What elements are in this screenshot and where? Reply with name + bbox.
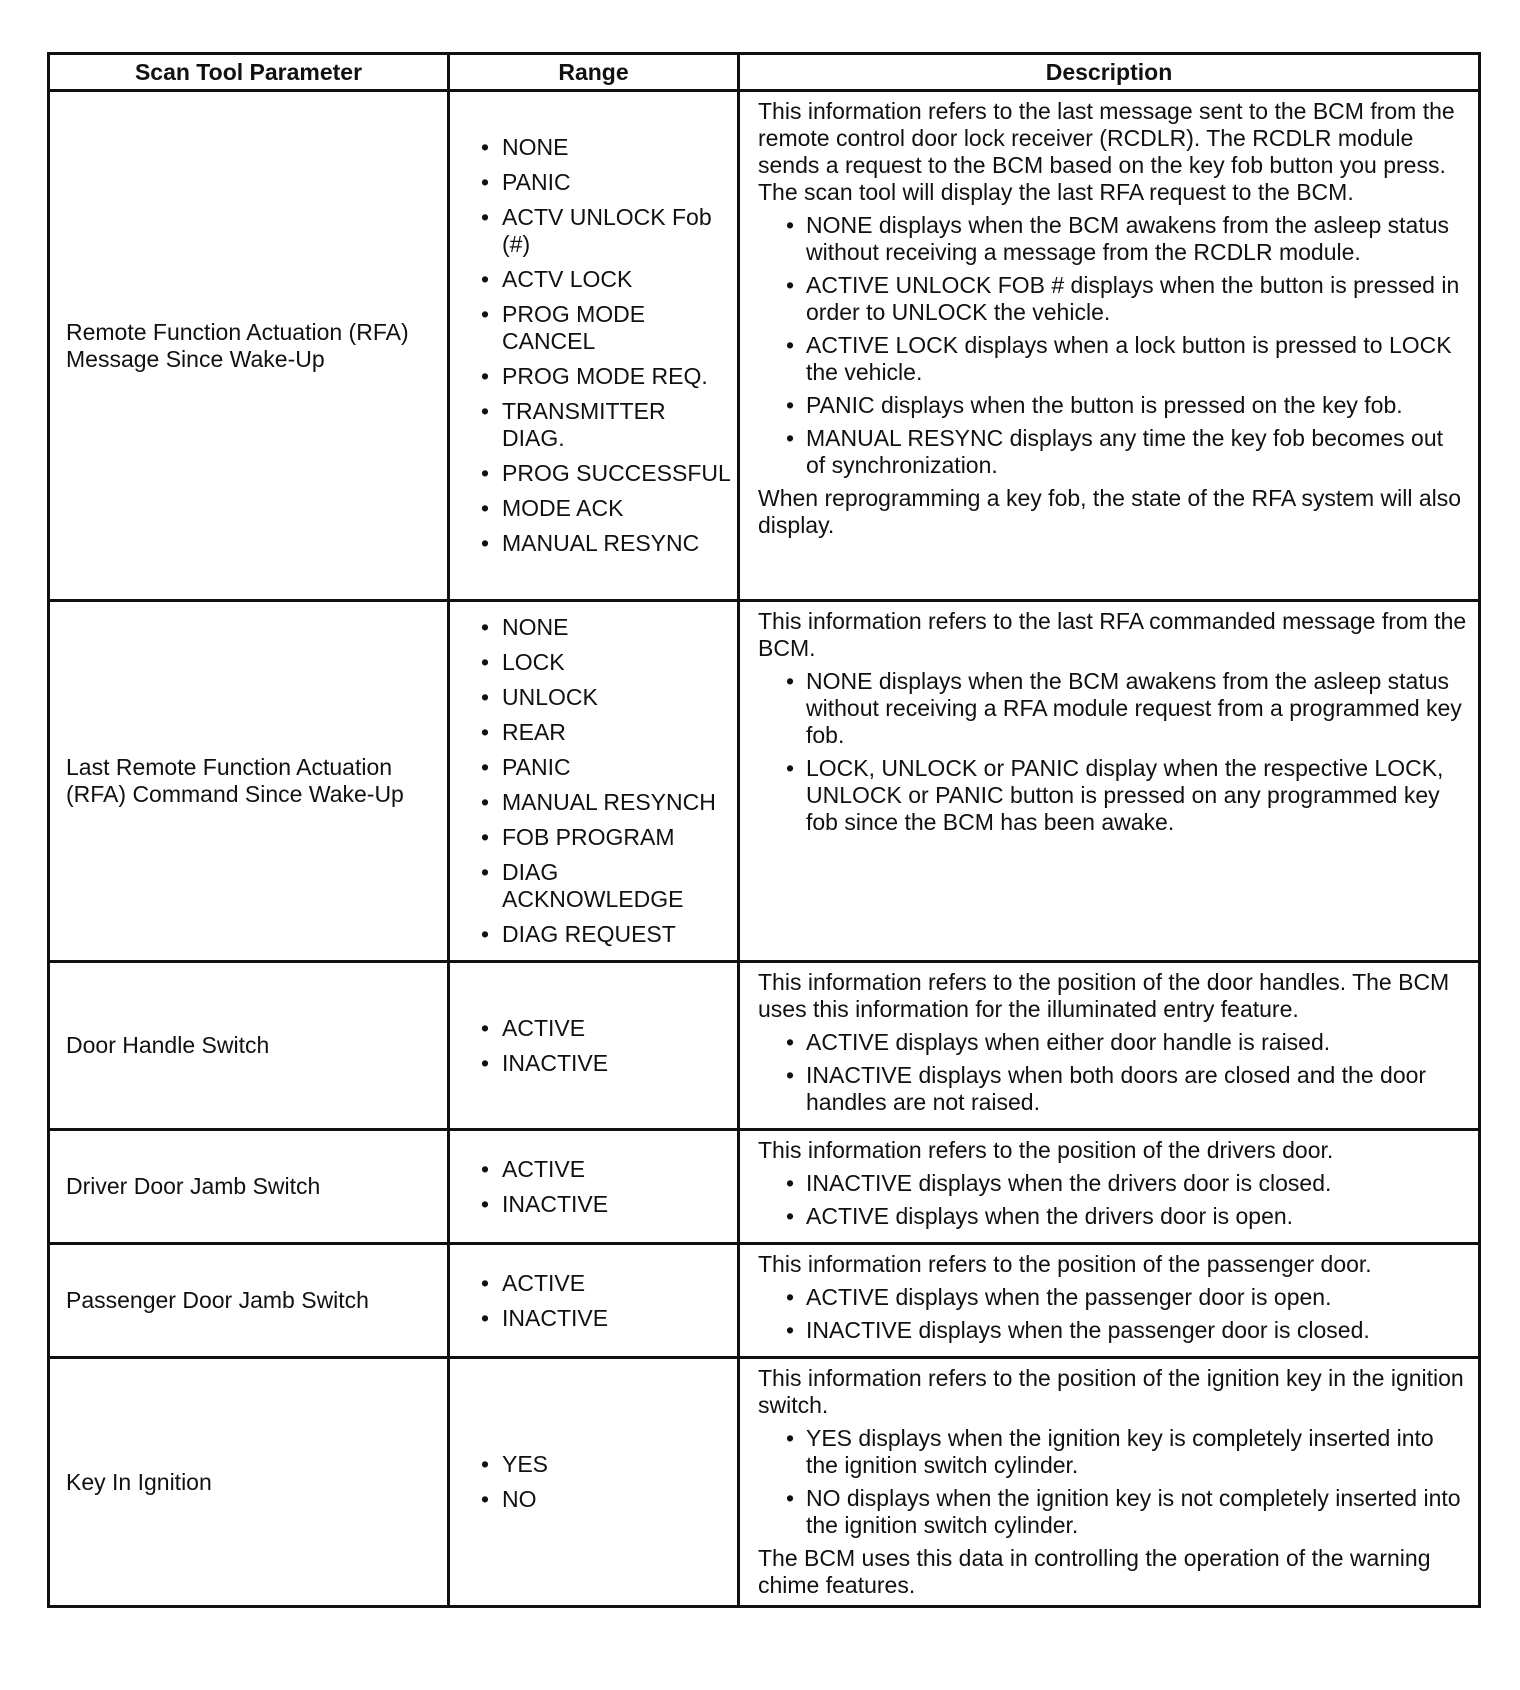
range-item: • PANIC — [474, 754, 733, 781]
description-bullets — [786, 212, 1468, 479]
description-bullets — [786, 1425, 1468, 1539]
range-list — [474, 134, 733, 557]
range-item: • PROG MODE CANCEL — [474, 301, 733, 355]
range-item: • INACTIVE — [474, 1191, 733, 1218]
range-item: • TRANSMITTER DIAG. — [474, 398, 733, 452]
description-bullet: • ACTIVE displays when either door handle is raised. — [786, 1029, 1468, 1056]
range-item: • MANUAL RESYNCH — [474, 789, 733, 816]
description-note: When reprogramming a key fob, the state of the RFA system will also display. — [758, 485, 1462, 538]
range-cell — [449, 962, 739, 1130]
header-range: Range — [449, 54, 739, 91]
description-bullets — [786, 668, 1468, 836]
description-intro: This information refers to the position of the drivers door. — [758, 1137, 1334, 1163]
description-bullet: • LOCK, UNLOCK or PANIC display when the respective LOCK, UNLOCK or PANIC button is pressed on any programmed key fob since the BCM has been awake. — [786, 755, 1468, 836]
range-list — [474, 1270, 733, 1332]
description-bullets — [786, 1284, 1468, 1344]
description-cell — [739, 1244, 1480, 1358]
range-item: • DIAG ACKNOWLEDGE — [474, 859, 733, 913]
range-list — [474, 1156, 733, 1218]
description-bullet: • NO displays when the ignition key is not completely inserted into the ignition switch cylinder. — [786, 1485, 1468, 1539]
range-cell — [449, 91, 739, 601]
range-item: • NO — [474, 1486, 733, 1513]
range-list — [474, 1451, 733, 1513]
description-cell — [739, 1358, 1480, 1607]
range-item: • FOB PROGRAM — [474, 824, 733, 851]
range-item: • PANIC — [474, 169, 733, 196]
range-item: • ACTIVE — [474, 1015, 733, 1042]
range-item: • YES — [474, 1451, 733, 1478]
table-row — [49, 1244, 1480, 1358]
description-cell — [739, 962, 1480, 1130]
description-bullet: • ACTIVE displays when the passenger door is open. — [786, 1284, 1468, 1311]
table-row — [49, 1358, 1480, 1607]
description-note: The BCM uses this data in controlling the operation of the warning chime features. — [758, 1545, 1431, 1598]
range-item: • DIAG REQUEST — [474, 921, 733, 948]
parameter-cell: Door Handle Switch — [49, 962, 449, 1130]
range-cell — [449, 1358, 739, 1607]
range-item: • REAR — [474, 719, 733, 746]
description-intro: This information refers to the position of the passenger door. — [758, 1251, 1372, 1277]
table-body — [49, 91, 1480, 1607]
description-intro: This information refers to the last RFA commanded message from the BCM. — [758, 608, 1467, 661]
description-bullet: • NONE displays when the BCM awakens from the asleep status without receiving a message from the RCDLR module. — [786, 212, 1468, 266]
range-item: • ACTV UNLOCK Fob (#) — [474, 204, 733, 258]
scan-tool-parameter-table — [47, 52, 1481, 1608]
parameter-cell: Key In Ignition — [49, 1358, 449, 1607]
description-bullet: • INACTIVE displays when the drivers door is closed. — [786, 1170, 1468, 1197]
description-intro: This information refers to the position of the door handles. The BCM uses this information for the illuminated entry feature. — [758, 969, 1450, 1022]
description-bullet: • PANIC displays when the button is pressed on the key fob. — [786, 392, 1468, 419]
parameter-cell: Passenger Door Jamb Switch — [49, 1244, 449, 1358]
range-item: • NONE — [474, 134, 733, 161]
parameter-cell: Remote Function Actuation (RFA) Message Since Wake-Up — [49, 91, 449, 601]
table-row — [49, 601, 1480, 962]
description-cell — [739, 601, 1480, 962]
range-list — [474, 1015, 733, 1077]
range-item: • MODE ACK — [474, 495, 733, 522]
document-page — [47, 52, 1478, 1608]
range-item: • NONE — [474, 614, 733, 641]
range-item: • ACTIVE — [474, 1270, 733, 1297]
description-intro: This information refers to the position of the ignition key in the ignition switch. — [758, 1365, 1464, 1418]
range-item: • INACTIVE — [474, 1050, 733, 1077]
range-item: • PROG SUCCESSFUL — [474, 460, 733, 487]
description-cell — [739, 91, 1480, 601]
header-scan-tool-parameter: Scan Tool Parameter — [49, 54, 449, 91]
description-bullets — [786, 1029, 1468, 1116]
description-bullet: • NONE displays when the BCM awakens from the asleep status without receiving a RFA module request from a programmed key fob. — [786, 668, 1468, 749]
table-row — [49, 962, 1480, 1130]
range-item: • INACTIVE — [474, 1305, 733, 1332]
range-item: • ACTIVE — [474, 1156, 733, 1183]
description-intro: This information refers to the last message sent to the BCM from the remote control door lock receiver (RCDLR). The RCDLR module sends a request to the BCM based on the key fob button you press. The scan tool will display the last RFA request to the BCM. — [758, 98, 1455, 205]
range-cell — [449, 1130, 739, 1244]
parameter-cell: Driver Door Jamb Switch — [49, 1130, 449, 1244]
description-bullet: • ACTIVE displays when the drivers door is open. — [786, 1203, 1468, 1230]
description-bullet: • ACTIVE UNLOCK FOB # displays when the button is pressed in order to UNLOCK the vehicle. — [786, 272, 1468, 326]
description-bullet: • YES displays when the ignition key is completely inserted into the ignition switch cylinder. — [786, 1425, 1468, 1479]
description-bullet: • MANUAL RESYNC displays any time the key fob becomes out of synchronization. — [786, 425, 1468, 479]
range-item: • LOCK — [474, 649, 733, 676]
description-bullets — [786, 1170, 1468, 1230]
range-item: • UNLOCK — [474, 684, 733, 711]
range-cell — [449, 601, 739, 962]
range-item: • ACTV LOCK — [474, 266, 733, 293]
description-bullet: • INACTIVE displays when the passenger door is closed. — [786, 1317, 1468, 1344]
table-row — [49, 1130, 1480, 1244]
description-cell — [739, 1130, 1480, 1244]
parameter-cell: Last Remote Function Actuation (RFA) Command Since Wake-Up — [49, 601, 449, 962]
range-item: • MANUAL RESYNC — [474, 530, 733, 557]
header-description: Description — [739, 54, 1480, 91]
header-row — [49, 54, 1480, 91]
range-list — [474, 614, 733, 948]
table-row — [49, 91, 1480, 601]
description-bullet: • INACTIVE displays when both doors are closed and the door handles are not raised. — [786, 1062, 1468, 1116]
description-bullet: • ACTIVE LOCK displays when a lock button is pressed to LOCK the vehicle. — [786, 332, 1468, 386]
range-item: • PROG MODE REQ. — [474, 363, 733, 390]
range-cell — [449, 1244, 739, 1358]
